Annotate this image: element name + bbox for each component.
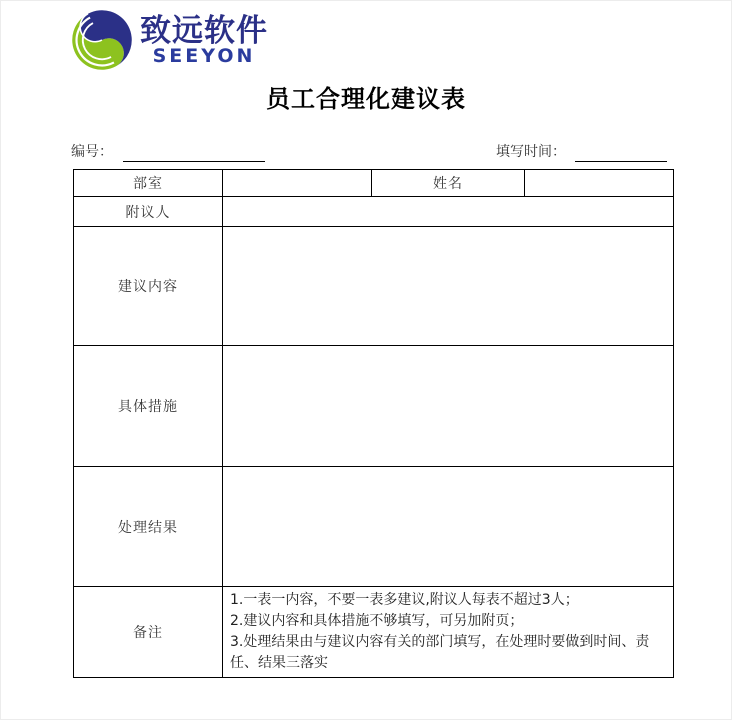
table-row-result [74, 467, 674, 587]
form-number-field [71, 143, 265, 162]
remark-note-2: 2.建议内容和具体措施不够填写，可另加附页； [230, 613, 524, 629]
logo-text [140, 14, 268, 66]
remarks-label-cell: 备注 [74, 587, 223, 678]
table-row-seconder [74, 197, 674, 227]
seconder-value-cell [223, 197, 674, 227]
table-row-suggestion [74, 227, 674, 346]
table-row-measures [74, 346, 674, 467]
measures-label-cell: 具体措施 [74, 346, 223, 467]
company-name-cn: 致远软件 [140, 13, 268, 49]
fill-time-label: 填写时间： [496, 144, 566, 160]
form-number-label: 编号： [71, 144, 113, 160]
dept-label-cell: 部室 [74, 170, 223, 197]
fill-time-field [496, 143, 667, 162]
seeyon-swirl-icon [71, 9, 133, 71]
name-label-cell: 姓名 [372, 170, 525, 197]
suggestion-label-cell: 建议内容 [74, 227, 223, 346]
page-title: 员工合理化建议表 [266, 85, 466, 113]
seconder-label-cell: 附议人 [74, 197, 223, 227]
seeyon-logo [71, 9, 268, 71]
remark-note-3: 3.处理结果由与建议内容有关的部门填写，在处理时要做到时间、责任、结果三落实 [230, 634, 650, 671]
table-row-dept-name [74, 170, 674, 197]
measures-value-cell [223, 346, 674, 467]
remark-note-1: 1.一表一内容，不要一表多建议,附议人每表不超过3人； [230, 592, 579, 608]
remarks-notes-cell [223, 587, 674, 678]
form-number-blank [123, 144, 265, 162]
dept-value-cell [223, 170, 372, 197]
table-row-remarks [74, 587, 674, 678]
result-value-cell [223, 467, 674, 587]
result-label-cell: 处理结果 [74, 467, 223, 587]
suggestion-value-cell [223, 227, 674, 346]
fill-time-blank [575, 144, 667, 162]
name-value-cell [525, 170, 674, 197]
suggestion-form-table [73, 169, 674, 678]
company-name-en: SEEYON [152, 45, 256, 67]
